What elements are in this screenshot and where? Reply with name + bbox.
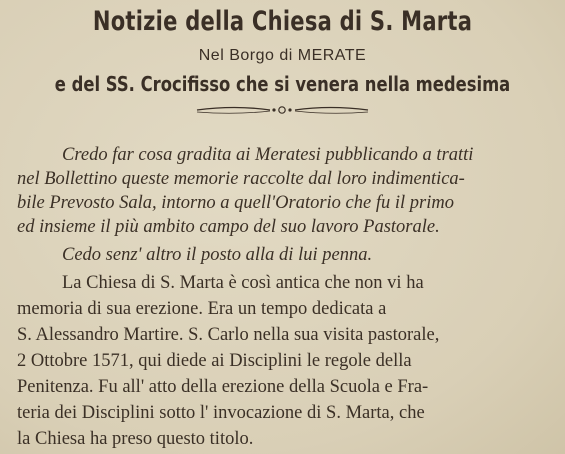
body-line-7: memoria di sua erezione. Era un tempo dedicata a [17,299,387,319]
body-line-10: Penitenza. Fu all' atto della erezione della Scuola e Fra- [17,377,429,397]
body-line-12: la Chiesa ha preso questo titolo. [17,429,254,449]
article-title: Notizie della Chiesa di S. Marta [92,6,473,37]
body-line-11: teria dei Disciplini sotto l' invocazione di S. Marta, che [17,403,425,423]
body-line-8: S. Alessandro Martire. S. Carlo nella sua visita pastorale, [17,325,440,345]
article-subtitle: Nel Borgo di MERATE [198,47,367,64]
body-line-3: bile Prevosto Sala, intorno a quell'Oratorio che fu il primo [17,193,454,213]
body-line-6: La Chiesa di S. Marta è così antica che non vi ha [62,273,424,293]
body-line-4: ed insieme il più ambito campo del suo lavoro Pastorale. [17,217,440,237]
body-line-9: 2 Ottobre 1571, qui diede ai Disciplini le regole della [17,351,412,371]
article-subtitle-secondary: e del SS. Crocifisso che si venera nella medesima [54,72,511,96]
body-line-1: Credo far cosa gradita ai Meratesi pubblicando a tratti [62,145,474,165]
body-line-2: nel Bollettino queste memorie raccolte dal loro indimentica- [17,169,465,189]
ornament-divider-icon [195,103,370,117]
body-line-5: Cedo senz' altro il posto alla di lui penna. [62,245,373,265]
